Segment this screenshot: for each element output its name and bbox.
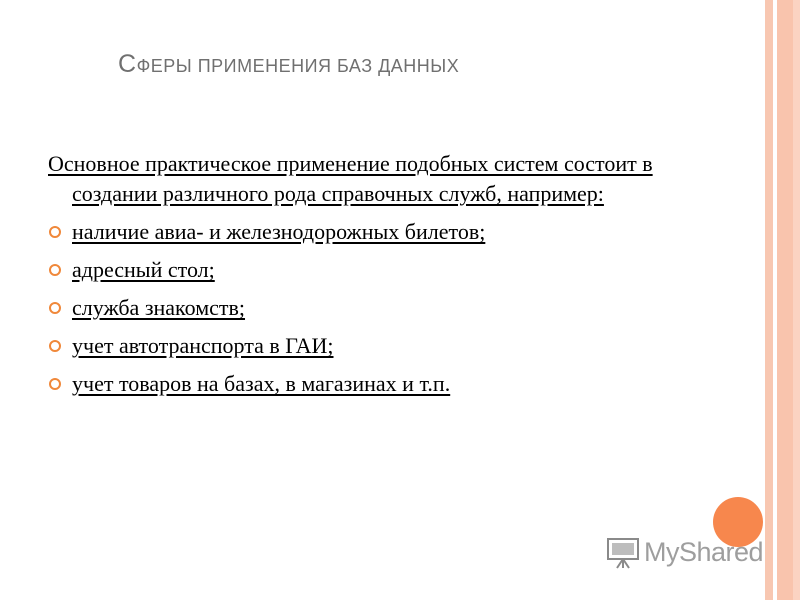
list-item [48,369,688,407]
watermark-logo[interactable] [606,535,763,569]
projector-screen-icon [606,535,640,569]
list-item-text: учет автотранспорта в ГАИ; [72,333,334,358]
list-item-text: наличие авиа- и железнодорожных билетов; [72,219,486,244]
list-item-text: адресный стол; [72,257,215,282]
list-item-text: служба знакомств; [72,295,246,320]
slide-title-first-letter: С [118,50,137,78]
decorative-stripe [765,0,773,600]
hollow-circle-icon [49,264,61,276]
slide-content [48,149,688,407]
slide-title [118,50,459,79]
list-item-text: учет товаров на базах, в магазинах и т.п. [72,371,451,396]
decorative-stripe [777,0,793,600]
hollow-circle-icon [49,340,61,352]
watermark-text: MyShared [644,536,764,567]
list-item [48,255,688,293]
hollow-circle-icon [49,226,61,238]
decorative-stripe [793,0,800,600]
slide-title-rest: ФЕРЫ ПРИМЕНЕНИЯ БАЗ ДАННЫХ [136,56,460,76]
hollow-circle-icon [49,302,61,314]
hollow-circle-icon [49,378,61,390]
list-item [48,331,688,369]
list-item [48,217,688,255]
bullet-list [48,217,688,407]
list-item [48,293,688,331]
intro-paragraph: Основное практическое применение подобных систем состоит в создании различного рода справочных служб, например: [48,151,653,206]
